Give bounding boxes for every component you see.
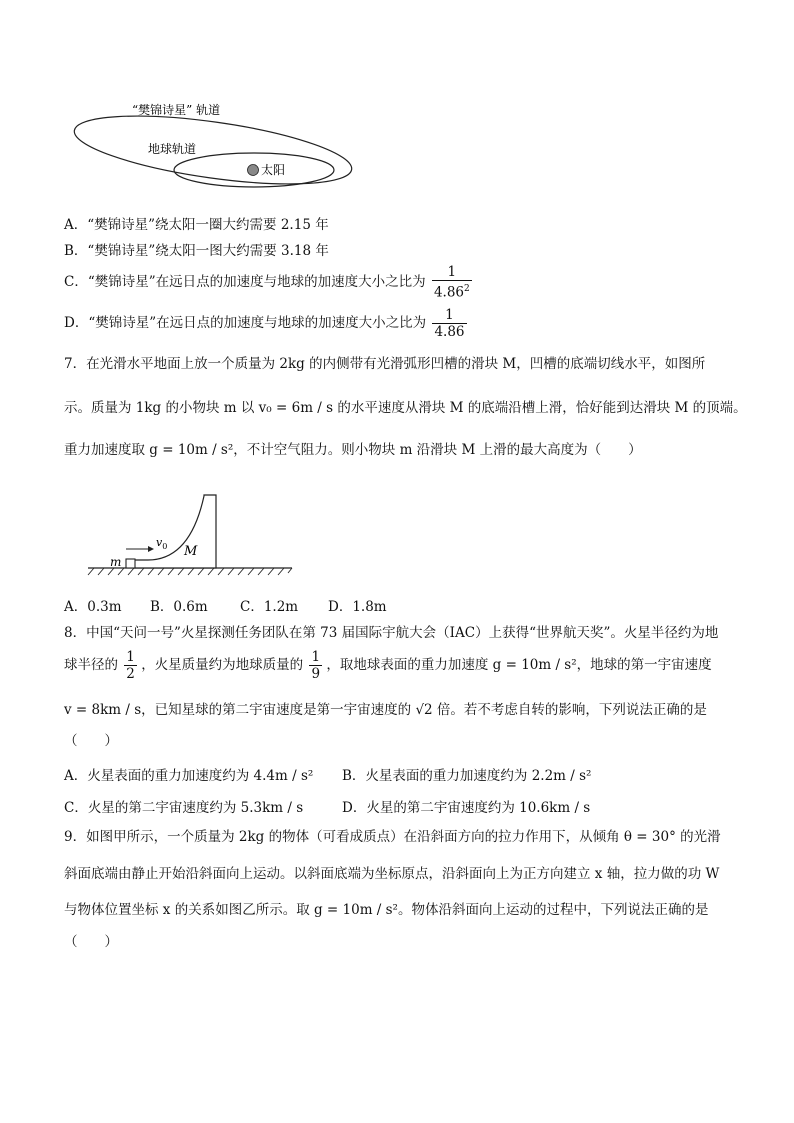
q8-fraction-radius bbox=[124, 649, 137, 682]
q8-line-4: （ ） bbox=[64, 733, 118, 749]
groove-block bbox=[134, 495, 216, 568]
ground-hatching bbox=[88, 568, 292, 575]
orbit-diagram bbox=[70, 95, 360, 205]
q9-line-2: 斜面底端由静止开始沿斜面向上运动。以斜面底端为坐标原点，沿斜面向上为正方向建立 x 轴，拉力做的功 W bbox=[64, 866, 720, 882]
velocity-symbol: v bbox=[156, 536, 163, 549]
q6-option-b: B．“樊锦诗星”绕太阳一图大约需要 3.18 年 bbox=[64, 243, 329, 259]
q6-option-c-text: C．“樊锦诗星”在远日点的加速度与地球的加速度大小之比为 bbox=[64, 273, 426, 290]
q8-option-b: B．火星表面的重力加速度约为 2.2m / s² bbox=[342, 768, 592, 784]
velocity-subscript: 0 bbox=[162, 542, 168, 551]
q7-option-c: C．1.2m bbox=[240, 599, 299, 615]
q8-fraction-radius-num: 1 bbox=[126, 649, 135, 665]
q6-option-c-den-value: 4.86 bbox=[433, 284, 464, 301]
q7-line-3: 重力加速度取 g = 10m / s²，不计空气阻力。则小物块 m 沿滑块 M 上滑的最大高度为（ ） bbox=[64, 442, 642, 458]
q6-option-d-denominator: 4.86 bbox=[434, 324, 465, 340]
q6-option-c bbox=[64, 264, 472, 301]
q8-line-2 bbox=[64, 648, 712, 682]
q7-line-2: 示。质量为 1kg 的小物块 m 以 v₀ = 6m / s 的水平速度从滑块 M 的底端沿槽上滑，恰好能到达滑块 M 的顶端。 bbox=[64, 400, 747, 416]
q7-option-a: A．0.3m bbox=[64, 599, 122, 615]
q6-option-c-fraction bbox=[432, 264, 472, 301]
sun-label: 太阳 bbox=[261, 163, 286, 177]
q6-option-c-denominator bbox=[432, 280, 472, 301]
q6-option-d bbox=[64, 306, 467, 340]
q7-option-b: B．0.6m bbox=[150, 599, 208, 615]
q8-line-2-part-a: 球半径的 bbox=[64, 657, 118, 673]
q9-line-1: 9．如图甲所示，一个质量为 2kg 的物体（可看成质点）在沿斜面方向的拉力作用下，从倾角 θ = 30° 的光滑 bbox=[64, 829, 721, 845]
q6-option-c-numerator: 1 bbox=[447, 264, 457, 280]
q6-option-c-exponent: 2 bbox=[464, 284, 470, 294]
earth-orbit-label: 地球轨道 bbox=[148, 142, 197, 156]
q9-line-3: 与物体位置坐标 x 的关系如图乙所示。取 g = 10m / s²。物体沿斜面向上运动的过程中，下列说法正确的是 bbox=[64, 902, 709, 918]
q8-fraction-radius-den: 2 bbox=[126, 666, 135, 682]
q8-line-2-part-c: ，取地球表面的重力加速度 g = 10m / s²，地球的第一宇宙速度 bbox=[326, 657, 712, 673]
q8-fraction-mass bbox=[309, 649, 322, 682]
q9-line-4: （ ） bbox=[64, 934, 118, 950]
q7-line-1: 7．在光滑水平地面上放一个质量为 2kg 的内侧带有光滑弧形凹槽的滑块 M，凹槽的底端切线水平，如图所 bbox=[64, 356, 706, 372]
q7-option-d: D．1.8m bbox=[328, 599, 387, 615]
q6-option-d-text: D．“樊锦诗星”在远日点的加速度与地球的加速度大小之比为 bbox=[64, 315, 427, 331]
small-block-label: m bbox=[110, 555, 122, 569]
q8-line-1: 8．中国“天问一号”火星探测任务团队在第 73 届国际宇航大会（IAC）上获得“世界航天奖”。火星半径约为地 bbox=[64, 625, 719, 641]
slider-groove-diagram bbox=[86, 488, 296, 580]
q8-option-d: D．火星的第二宇宙速度约为 10.6km / s bbox=[342, 800, 591, 816]
q8-line-3: v = 8km / s，已知星球的第二宇宙速度是第一宇宙速度的 √2 倍。若不考虑自转的影响，下列说法正确的是 bbox=[64, 702, 707, 718]
velocity-arrow-head bbox=[148, 546, 154, 552]
sun-icon bbox=[248, 165, 259, 176]
q6-option-a: A．“樊锦诗星”绕太阳一圈大约需要 2.15 年 bbox=[64, 217, 329, 233]
small-block bbox=[126, 559, 135, 568]
q8-fraction-mass-num: 1 bbox=[311, 649, 321, 665]
q8-option-c: C．火星的第二宇宙速度约为 5.3km / s bbox=[64, 800, 304, 816]
q6-option-d-fraction bbox=[432, 307, 466, 340]
q8-fraction-mass-den: 9 bbox=[311, 666, 321, 682]
groove-block-label: M bbox=[184, 544, 198, 559]
q6-option-d-numerator: 1 bbox=[445, 307, 454, 323]
q8-line-2-part-b: ，火星质量约为地球质量的 bbox=[141, 657, 304, 673]
comet-orbit-label: “樊锦诗星” 轨道 bbox=[132, 103, 221, 117]
velocity-label bbox=[156, 536, 167, 551]
q8-option-a: A．火星表面的重力加速度约为 4.4m / s² bbox=[64, 768, 314, 784]
